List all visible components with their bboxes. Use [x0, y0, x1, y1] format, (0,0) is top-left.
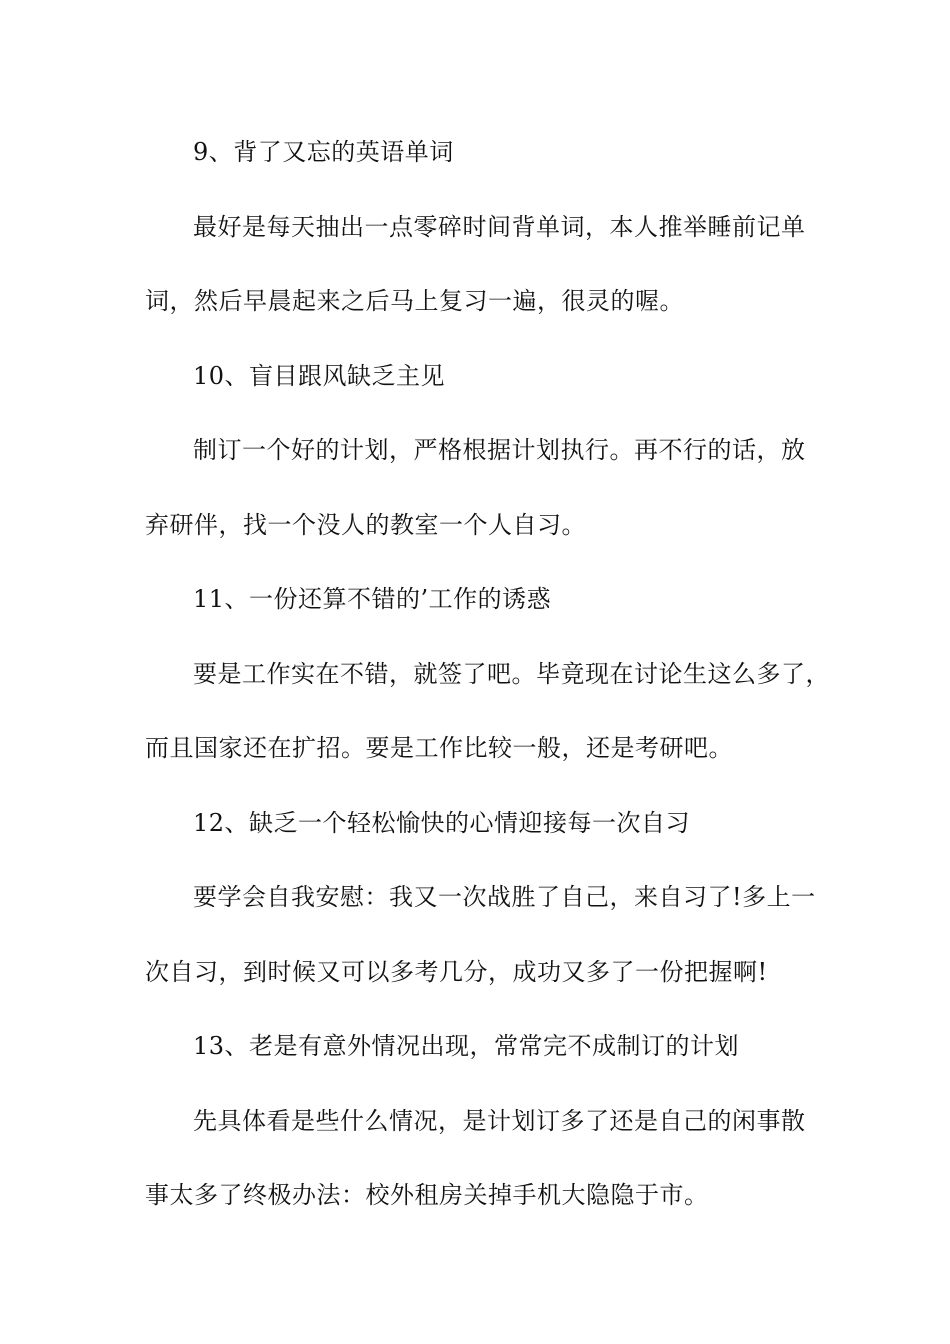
paragraph-line: 次自习，到时候又可以多考几分，成功又多了一份把握啊!: [145, 957, 768, 986]
paragraph-line: 要学会自我安慰：我又一次战胜了自己，来自习了!多上一: [193, 883, 816, 911]
heading-13: 13、老是有意外情况出现，常常完不成制订的计划: [193, 1032, 740, 1060]
paragraph-line: 而且国家还在扩招。要是工作比较一般，还是考研吧。: [145, 734, 733, 762]
heading-12: 12、缺乏一个轻松愉快的心情迎接每一次自习: [193, 808, 691, 837]
paragraph-line: 弃研伴，找一个没人的教室一个人自习。: [145, 510, 586, 539]
paragraph-line: 要是工作实在不错，就签了吧。毕竟现在讨论生这么多了，: [193, 659, 830, 688]
document-body: [145, 128, 830, 1246]
heading-9: 9、背了又忘的英语单词: [193, 138, 454, 166]
paragraph-line: 事太多了终极办法：校外租房关掉手机大隐隐于市。: [145, 1181, 709, 1209]
paragraph-line: 词，然后早晨起来之后马上复习一遍，很灵的喔。: [145, 287, 684, 315]
paragraph-line: 先具体看是些什么情况，是计划订多了还是自己的闲事散: [193, 1106, 806, 1135]
heading-11: 11、一份还算不错的’工作的诱惑: [193, 585, 552, 613]
heading-10: 10、盲目跟风缺乏主见: [193, 361, 446, 390]
paragraph-line: 制订一个好的计划，严格根据计划执行。再不行的话，放: [193, 436, 806, 464]
paragraph-line: 最好是每天抽出一点零碎时间背单词，本人推举睡前记单: [193, 212, 806, 241]
